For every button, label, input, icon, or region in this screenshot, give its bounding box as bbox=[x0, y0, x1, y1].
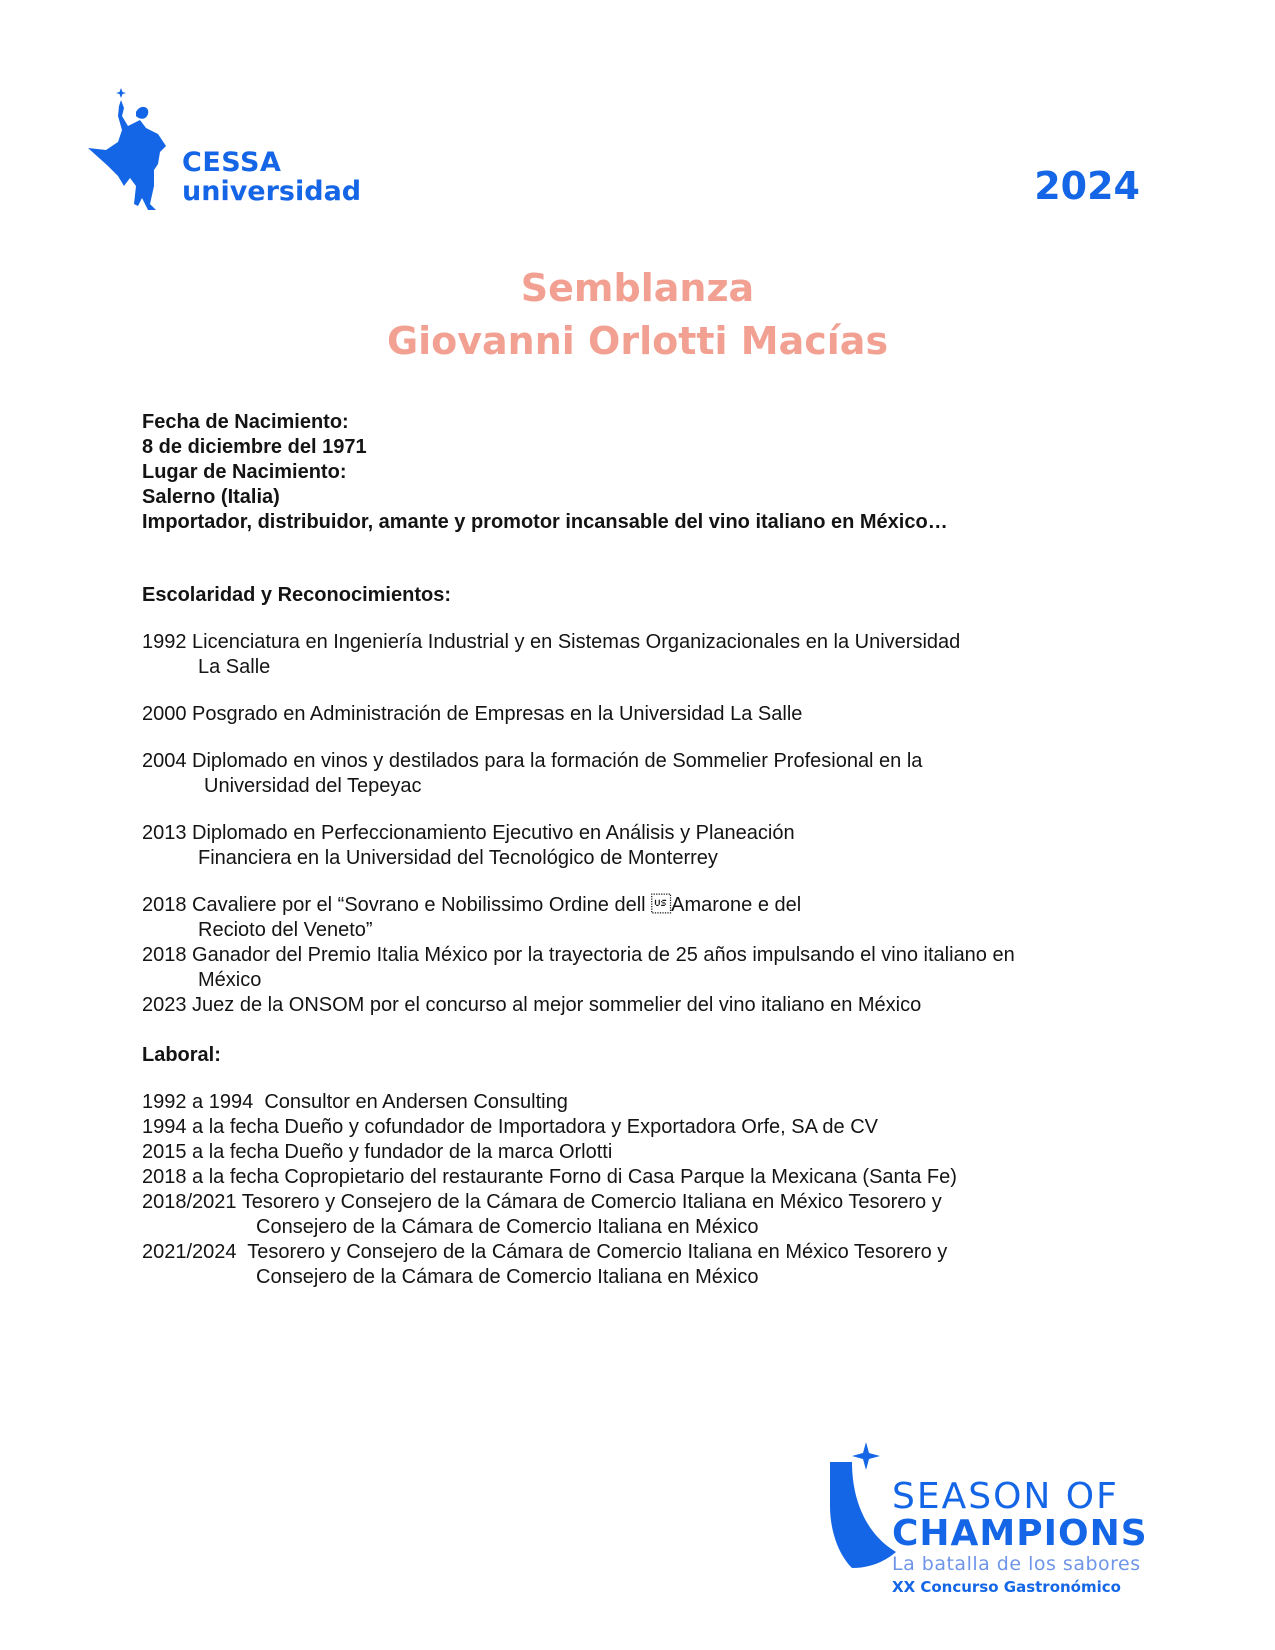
education-item bbox=[142, 821, 1202, 871]
work-item: 1992 a 1994 Consultor en Andersen Consulting bbox=[142, 1091, 568, 1113]
work-item-line: 2021/2024 Tesorero y Consejero de la Cámara de Comercio Italiana en México Tesorero y bbox=[142, 1241, 948, 1263]
education-item-line: 2023 Juez de la ONSOM por el concurso al mejor sommelier del vino italiano en México bbox=[142, 994, 922, 1016]
birth-place: Salerno (Italia) bbox=[142, 486, 280, 508]
work-heading: Laboral: bbox=[142, 1044, 221, 1066]
champions-text: CHAMPIONS bbox=[892, 1513, 1148, 1554]
education-item bbox=[142, 993, 1202, 1018]
logo-line-universidad: universidad bbox=[182, 176, 362, 207]
education-item-continuation: Universidad del Tepeyac bbox=[204, 775, 422, 797]
education-heading: Escolaridad y Reconocimientos: bbox=[142, 584, 451, 606]
tagline: Importador, distribuidor, amante y promotor incansable del vino italiano en México… bbox=[142, 511, 948, 533]
cessa-universidad-logo bbox=[88, 86, 388, 216]
work-item bbox=[142, 1190, 1202, 1240]
spacer bbox=[142, 727, 1202, 749]
season-of-champions-logo bbox=[830, 1442, 1150, 1602]
education-item bbox=[142, 943, 1202, 993]
document-title bbox=[0, 262, 1275, 368]
angel-logo-icon bbox=[88, 86, 178, 214]
logo-line-cessa: CESSA bbox=[182, 147, 282, 178]
work-item-continuation: Consejero de la Cámara de Comercio Italiana en México bbox=[256, 1216, 759, 1238]
spacer bbox=[142, 535, 1202, 583]
birth-date: 8 de diciembre del 1971 bbox=[142, 436, 367, 458]
education-item-continuation: México bbox=[198, 969, 262, 991]
education-item-line: 2004 Diplomado en vinos y destilados para la formación de Sommelier Profesional en la bbox=[142, 750, 923, 772]
season-of-text: SEASON OF bbox=[892, 1476, 1119, 1517]
education-item-line: 1992 Licenciatura en Ingeniería Industrial y en Sistemas Organizacionales en la Universidad bbox=[142, 631, 961, 653]
title-semblanza: Semblanza bbox=[520, 266, 755, 310]
document-body bbox=[142, 410, 1202, 1290]
spacer bbox=[142, 1068, 1202, 1090]
education-item-line: 2018 Cavaliere por el “Sovrano e Nobilissimo Ordine dell Amarone e del bbox=[142, 894, 802, 916]
work-item-line: 2018/2021 Tesorero y Consejero de la Cámara de Comercio Italiana en México Tesorero y bbox=[142, 1191, 942, 1213]
education-item-continuation: Recioto del Veneto” bbox=[198, 919, 373, 941]
education-item bbox=[142, 630, 1202, 680]
birth-place-label: Lugar de Nacimiento: bbox=[142, 461, 347, 483]
work-item: 1994 a la fecha Dueño y cofundador de Importadora y Exportadora Orfe, SA de CV bbox=[142, 1116, 879, 1138]
spacer bbox=[142, 871, 1202, 893]
education-item-continuation: La Salle bbox=[198, 656, 271, 678]
title-person-name: Giovanni Orlotti Macías bbox=[386, 319, 889, 363]
spacer bbox=[142, 680, 1202, 702]
education-item-line: 2018 Ganador del Premio Italia México por la trayectoria de 25 años impulsando el vino italiano en bbox=[142, 944, 1015, 966]
star-moon-icon bbox=[830, 1442, 898, 1570]
education-item bbox=[142, 702, 1202, 727]
batalla-subtitle: La batalla de los sabores bbox=[892, 1553, 1141, 1575]
birth-date-label: Fecha de Nacimiento: bbox=[142, 411, 349, 433]
work-item: 2018 a la fecha Copropietario del restaurante Forno di Casa Parque la Mexicana (Santa Fe) bbox=[142, 1166, 957, 1188]
logo-wordmark bbox=[182, 148, 361, 206]
education-item-continuation: Financiera en la Universidad del Tecnológico de Monterrey bbox=[198, 847, 718, 869]
spacer bbox=[142, 608, 1202, 630]
work-item-continuation: Consejero de la Cámara de Comercio Italiana en México bbox=[256, 1266, 759, 1288]
education-item-line: 2013 Diplomado en Perfeccionamiento Ejecutivo en Análisis y Planeación bbox=[142, 822, 795, 844]
education-item-line: 2000 Posgrado en Administración de Empresas en la Universidad La Salle bbox=[142, 703, 803, 725]
year-label: 2024 bbox=[1034, 164, 1140, 208]
education-item bbox=[142, 749, 1202, 799]
spacer bbox=[142, 1018, 1202, 1043]
work-item: 2015 a la fecha Dueño y fundador de la marca Orlotti bbox=[142, 1141, 613, 1163]
education-item bbox=[142, 893, 1202, 943]
concurso-subtitle: XX Concurso Gastronómico bbox=[892, 1578, 1121, 1596]
spacer bbox=[142, 799, 1202, 821]
work-item bbox=[142, 1240, 1202, 1290]
